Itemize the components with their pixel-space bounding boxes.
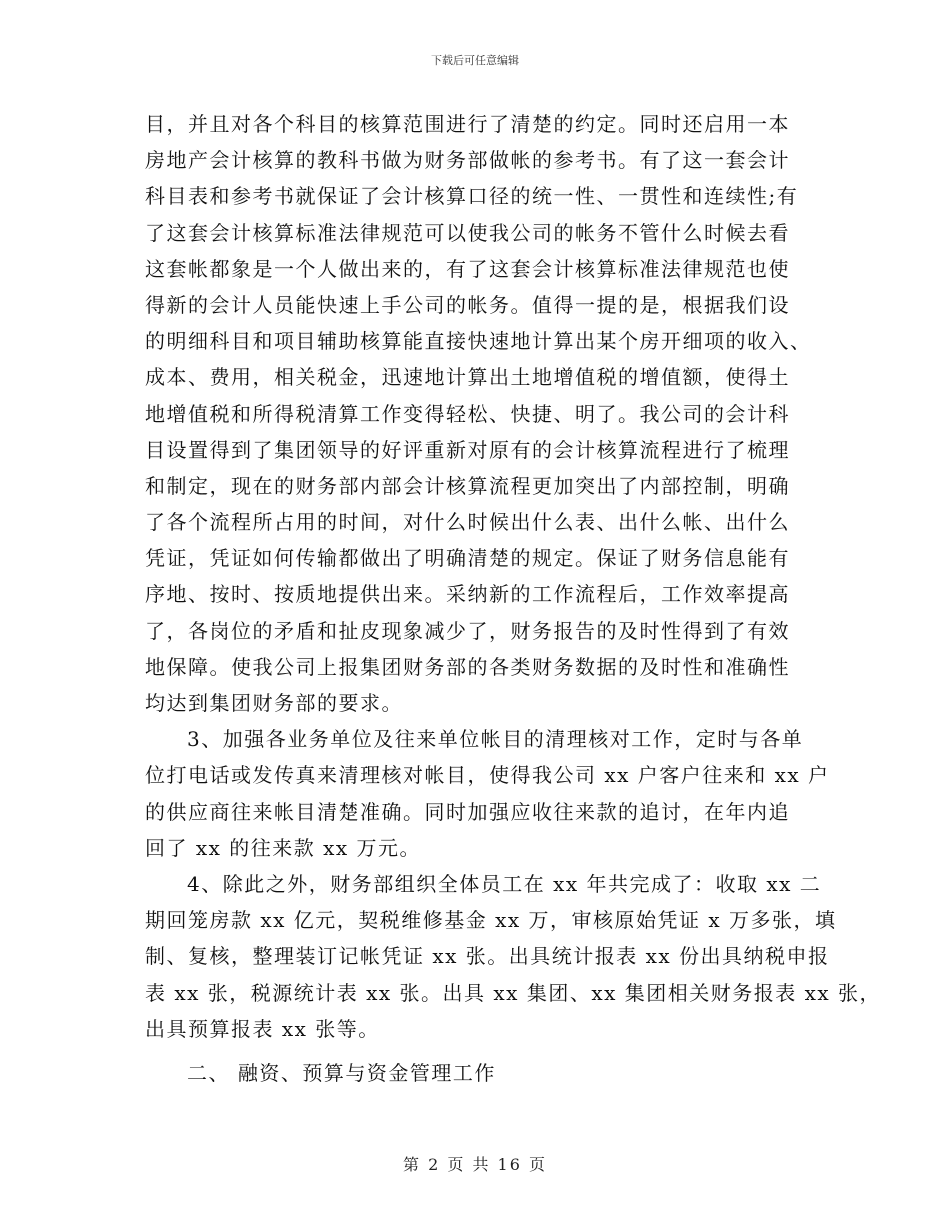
body-line: 和制定，现在的财务部内部会计核算流程更加突出了内部控制，明确 xyxy=(145,473,790,498)
paragraph-start-line: 4、除此之外，财务部组织全体员工在 xx 年共完成了：收取 xx 二 xyxy=(187,871,822,896)
body-line: 出具预算报表 xx 张等。 xyxy=(145,1016,380,1041)
body-line: 了各个流程所占用的时间，对什么时候出什么表、出什么帐、出什么 xyxy=(145,510,790,535)
body-line: 表 xx 张，税源统计表 xx 张。出具 xx 集团、xx 集团相关财务报表 xx 张， xyxy=(145,980,882,1005)
body-line: 的供应商往来帐目清楚准确。同时加强应收往来款的追讨，在年内追 xyxy=(145,799,790,824)
body-line: 制、复核，整理装订记帐凭证 xx 张。出具统计报表 xx 份出具纳税申报 xyxy=(145,944,830,969)
page-number: 第 2 页 共 16 页 xyxy=(403,1155,547,1174)
section-heading: 二、 融资、预算与资金管理工作 xyxy=(187,1060,496,1085)
body-line: 地增值税和所得税清算工作变得轻松、快捷、明了。我公司的会计科 xyxy=(145,401,790,426)
body-line: 地保障。使我公司上报集团财务部的各类财务数据的及时性和准确性 xyxy=(145,654,790,679)
page-header: 下载后可任意编辑 xyxy=(431,54,519,67)
body-line: 凭证，凭证如何传输都做出了明确清楚的规定。保证了财务信息能有 xyxy=(145,546,790,571)
body-line: 科目表和参考书就保证了会计核算口径的统一性、一贯性和连续性;有 xyxy=(145,184,799,209)
paragraph-start-line: 3、加强各业务单位及往来单位帐目的清理核对工作，定时与各单 xyxy=(187,727,804,752)
body-line: 序地、按时、按质地提供出来。采纳新的工作流程后，工作效率提高 xyxy=(145,582,790,607)
body-line: 成本、费用，相关税金，迅速地计算出土地增值税的增值额，使得土 xyxy=(145,365,790,390)
body-line: 这套帐都象是一个人做出来的，有了这套会计核算标准法律规范也使 xyxy=(145,256,790,281)
body-line: 了这套会计核算标准法律规范可以使我公司的帐务不管什么时候去看 xyxy=(145,220,790,245)
body-line: 的明细科目和项目辅助核算能直接快速地计算出某个房开细项的收入、 xyxy=(145,329,812,354)
body-line: 回了 xx 的往来款 xx 万元。 xyxy=(145,835,422,860)
body-line: 目设置得到了集团领导的好评重新对原有的会计核算流程进行了梳理 xyxy=(145,437,790,462)
body-line: 房地产会计核算的教科书做为财务部做帐的参考书。有了这一套会计 xyxy=(145,148,790,173)
body-line: 了，各岗位的矛盾和扯皮现象减少了，财务报告的及时性得到了有效 xyxy=(145,618,790,643)
body-line: 得新的会计人员能快速上手公司的帐务。值得一提的是，根据我们设 xyxy=(145,292,790,317)
body-line: 均达到集团财务部的要求。 xyxy=(145,691,403,715)
document-body xyxy=(145,106,882,1091)
body-line: 位打电话或发传真来清理核对帐目，使得我公司 xx 户客户往来和 xx 户 xyxy=(145,763,830,788)
body-line: 目，并且对各个科目的核算范围进行了清楚的约定。同时还启用一本 xyxy=(145,112,790,136)
body-line: 期回笼房款 xx 亿元，契税维修基金 xx 万，审核原始凭证 x 万多张，填 xyxy=(145,908,837,933)
